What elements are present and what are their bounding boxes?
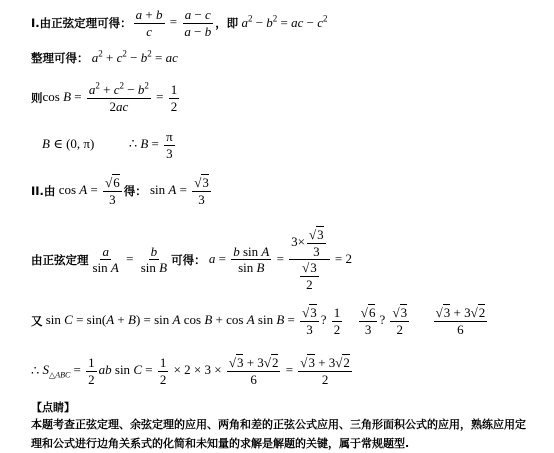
note-heading: 【点睛】 <box>31 401 75 414</box>
step-1-sine-law <box>31 8 328 38</box>
formula-1b: $a^2 - b^2$ = ac − $c^2$ <box>241 13 328 31</box>
formula-5a: cos A = $\frac{√6}{3}$ <box>55 175 120 207</box>
formula-7: sin C = sin(A + B) = sin A cos B + cos A sin B = $\frac{√3}{3}$ ? $\frac{1}{2}$ $\frac{√6}{3}$ ? $\frac{√3}{2}$ $\frac{√3 + 3√2}{6}$ <box>42 305 486 337</box>
formula-5b: sin A = $\frac{√3}{3}$ <box>146 175 209 207</box>
note-text: 本题考查正弦定理、余弦定理的应用、两角和差的正弦公式应用、三角形面积公式的应用，熟练应用定理和公式进行边角关系式的化简和未知量的求解是解题的关键，属于常规题型. <box>31 418 526 450</box>
step-6-mid: 可得： <box>171 252 206 267</box>
formula-3: cos B = $\frac{a^2 + c^2 - b^2}{2ac}$ = $\frac{1}{2}$ <box>42 80 178 114</box>
step-5-label: II.由 <box>31 184 56 199</box>
step-1-label: I.由正弦定理可得： <box>31 16 132 31</box>
step-2-label: 整理可得： <box>31 51 89 65</box>
step-2-simplify <box>31 50 178 66</box>
formula-2: $a^2 + c^2 - b^2$ = ac <box>91 48 178 65</box>
formula-6b: a = $\frac{\text{b sin A}}{\text{sin B}}$ = 3× $\frac{√3}{3}$ $\frac{√3}{2}$ = 2 <box>208 227 352 292</box>
formula-8: $S_{\triangle ABC}$ = $\frac{1}{2}$ ab sin C = $\frac{1}{2}$ × 2 × 3 × $\frac{√3 + 3√2}{6}$ = $\frac{√3 + 3√2}{2}$ <box>42 355 350 387</box>
step-7-sin-c <box>31 306 489 336</box>
step-3-cosine <box>31 80 181 114</box>
step-6-side-a <box>31 228 352 292</box>
step-3-label: 则 <box>31 91 43 106</box>
formula-4: B ∈ (0, π) ∴ B = $\frac{\pi}{3}$ <box>42 129 173 161</box>
step-7-label: 又 <box>31 314 43 329</box>
step-6-label: 由正弦定理 <box>31 252 89 267</box>
step-8-prefix: ∴ <box>31 363 40 379</box>
formula-6a: $\frac{a}{\text{sin A}}$ = $\frac{b}{\text{sin B}}$ <box>92 243 168 276</box>
step-1-mid: ，即 <box>215 16 239 31</box>
step-5-sin-a <box>31 176 213 206</box>
step-5-mid: 得： <box>123 184 147 199</box>
step-4-angle-b <box>42 130 177 160</box>
step-8-area <box>31 356 354 386</box>
formula-1: $\frac{a + b}{c}$ = $\frac{a - c}{a - b}$ <box>135 7 212 39</box>
